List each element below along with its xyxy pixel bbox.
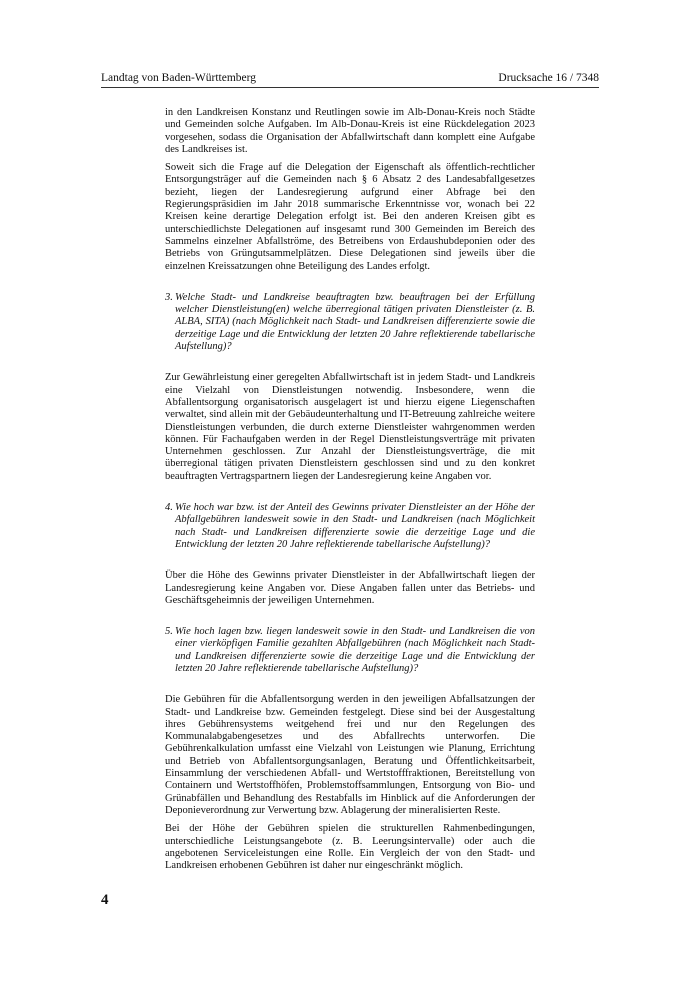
paragraph-delegation-intro: in den Landkreisen Konstanz und Reutlingen sowie im Alb-Donau-Kreis noch Städte und Gemeinden solche Aufgaben. Im Alb-Donau-Kreis ist eine Rückdelegation 2023 vorgesehen, sodass die Organisation der Abfallwirtschaft dann komplett eine Aufgabe des Landkreises ist. <box>165 107 535 155</box>
page-body <box>165 107 535 872</box>
paragraph-delegation-details: Soweit sich die Frage auf die Delegation der Eigenschaft als öffentlich-rechtlicher Entsorgungsträger auf die Gemeinden nach § 6 Absatz 2 des Landesabfallgesetzes bezieht, liegen der Landesregierung aufgrund einer Abfrage bei den Regierungspräsidien im Jahr 2018 summarische Erkenntnisse vor, wonach bei 22 Kreisen keine derartige Delegation erfolgt ist. Bei den anderen Kreisen gibt es unterschiedlichste Delegationen auf insgesamt rund 300 Gemeinden im Bereich des Sammelns einzelner Abfallströme, des Betreibens von Erdaushubdeponien oder des Betriebs von Grüngutsammelplätzen. Diese Delegationen sind jeweils über die einzelnen Kreissatzungen ohne Beteiligung des Landes erfolgt. <box>165 162 535 272</box>
question-5-text: Wie hoch lagen bzw. liegen landesweit sowie in den Stadt- und Landkreisen die von einer vierköpfigen Familie gezahlten Abfallgebühren (nach Möglichkeit nach Stadt- und Landkreisen differenzierte sowie die derzeitige Lage und die Entwicklung der letzten 20 Jahre reflektierende tabellarische Aufstellung)? <box>175 626 535 674</box>
header-document-number: Drucksache 16 / 7348 <box>498 72 599 84</box>
answer-3: Zur Gewährleistung einer geregelten Abfallwirtschaft ist in jedem Stadt- und Landkreis eine Vielzahl von Dienstleistungen notwendig. Insbesondere, wenn die Abfallentsorgung organisatorisch ausgelagert ist und hierzu eigene Liegenschaften verwaltet, sind allein mit der Gebäudeunterhaltung und IT-Betreuung zahlreiche weitere Dienstleistungen verbunden, die durch externe Dienstleister wahrgenommen werden können. Für Fachaufgaben werden in der Regel Dienstleistungsverträge mit privaten Unternehmen geschlossen. Zur Anzahl der Dienstleistungsverträge, die mit überregional tätigen privaten Dienstleistern geschlossen sind und zu den konkret beauftragten Vertragspartnern liegen der Landesregierung keine Angaben vor. <box>165 372 535 482</box>
question-5 <box>165 626 535 675</box>
question-3-text: Welche Stadt- und Landkreise beauftragten bzw. beauftragen bei der Erfüllung welcher Dienstleistung(en) welche überregional tätigen privaten Dienstleister (z. B. ALBA, SITA) (nach Möglichkeit nach Stadt- und Landkreisen differenzierte sowie die derzeitige Lage und die Entwicklung der letzten 20 Jahre reflektierende tabellarische Aufstellung)? <box>175 291 535 353</box>
question-3 <box>165 292 535 353</box>
answer-5-paragraph-2: Bei der Höhe der Gebühren spielen die strukturellen Rahmenbedingungen, unterschiedliche Leistungsangebote (z. B. Leerungsintervalle) oder auch die angebotenen Serviceleistungen eine Rolle. Ein Vergleich der von den Stadt- und Landkreisen erhobenen Gebühren ist daher nur eingeschränkt möglich. <box>165 823 535 872</box>
question-4-number: 4. <box>165 502 173 514</box>
answer-5-paragraph-1: Die Gebühren für die Abfallentsorgung werden in den jeweiligen Abfallsatzungen der Stadt- und Landkreise bzw. Gemeinden festgelegt. Diese sind bei der Ausgestaltung ihres Gebührensystems weitgehend frei und nur den Regelungen des Kommunalabgabengesetzes und des Abfallrechts unterworfen. Die Gebührenkalkulation umfasst eine Vielzahl von Leistungen wie Planung, Errichtung und Betrieb von Abfallentsorgungsanlagen, Beratung und Öffentlichkeitsarbeit, Einsammlung der verschiedenen Abfall- und Wertstofffraktionen, Bereitstellung von Containern und Wertstoffhöfen, Problemstoffsammlungen, Entsorgung von Bio- und Grünabfällen und Behandlung des Restabfalls im Hinblick auf die Anforderungen der Deponieverordnung zur Verwertung bzw. Ablagerung der mineralisierten Reste. <box>165 694 535 816</box>
question-3-number: 3. <box>165 291 173 303</box>
page-number: 4 <box>101 892 109 908</box>
question-4-text: Wie hoch war bzw. ist der Anteil des Gewinns privater Dienstleister an der Höhe der Abfallgebühren landesweit sowie in den Stadt- und Landkreisen (nach Möglichkeit nach Stadt- und Landkreisen differenzierte sowie die derzeitige Lage und die Entwicklung der letzten 20 Jahre reflektierende tabellarische Aufstellung)? <box>175 502 535 550</box>
header-divider <box>101 87 599 88</box>
running-header <box>101 72 599 84</box>
question-5-number: 5. <box>165 626 173 638</box>
header-parliament: Landtag von Baden-Württemberg <box>101 72 256 84</box>
answer-4: Über die Höhe des Gewinns privater Dienstleister in der Abfallwirtschaft liegen der Landesregierung keine Angaben vor. Diese Angaben fallen unter das Betriebs- und Geschäftsgeheimnis der jeweiligen Unternehmen. <box>165 570 535 606</box>
question-4 <box>165 502 535 551</box>
